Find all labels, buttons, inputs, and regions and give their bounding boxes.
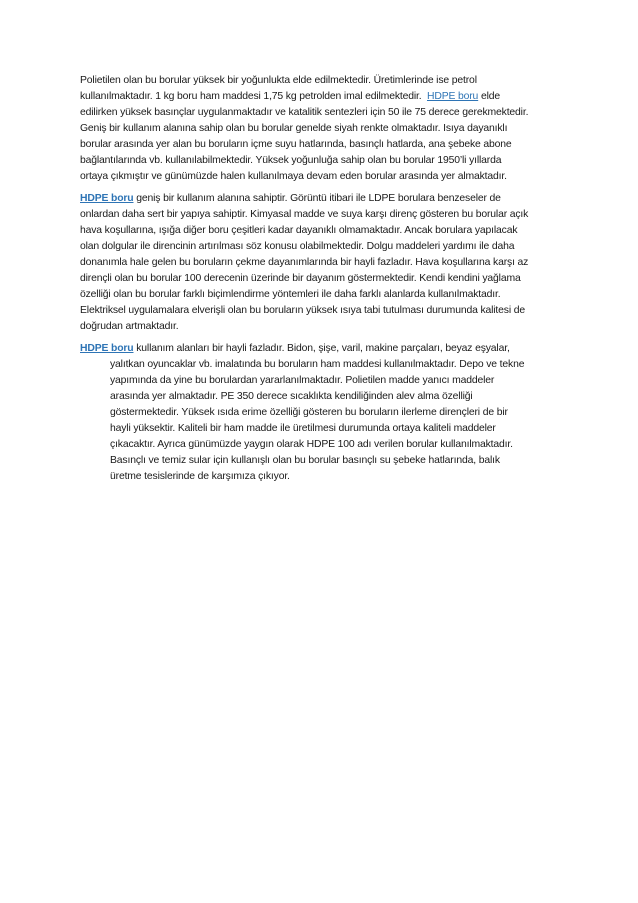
paragraph-1-line-4: Geniş bir kullanım alanına sahip olan bu borular genelde siyah renkte olmaktadır. Isıya dayanıklı — [80, 123, 508, 134]
paragraph-2-line-7: özelliği olan bu borular farklı biçimlendirme yöntemleri ile daha farklı alanlarda kullanılmaktadır. — [80, 289, 501, 300]
paragraph-2-line-6: dirençli olan bu borular 100 derecenin üzerinde bir dayanım göstermektedir. Kendi kendini yağlama — [80, 273, 521, 284]
paragraph-3-line-9: üretme tesislerinde de karşımıza çıkıyor. — [110, 471, 290, 482]
paragraph-2-line-3: hava koşullarına, ışığa diğer boru çeşitleri kadar dayanıklı olmamaktadır. Ancak borulara yapılacak — [80, 225, 518, 236]
paragraph-3-line-1-text: kullanım alanları bir hayli fazladır. Bidon, şişe, varil, makine parçaları, beyaz eşyalar, — [136, 343, 510, 354]
paragraph-2-line-9: doğrudan artmaktadır. — [80, 321, 179, 332]
paragraph-2-line-8: Elektriksel uygulamalara elverişli olan bu boruların yüksek ısıya tabi tutulması durumunda kalitesi de — [80, 305, 525, 316]
paragraph-2-line-1 — [80, 191, 560, 207]
hdpe-boru-link-1[interactable]: HDPE boru — [426, 91, 479, 102]
paragraph-1-line-3: edilirken yüksek basınçlar uygulanmaktadır ve katalitik sentezleri için 50 ile 75 derece gerekmektedir. — [80, 107, 529, 118]
paragraph-3-line-8: Basınçlı ve temiz sular için kullanışlı olan bu borular basınçlı su şebeke hatlarında, balık — [110, 455, 500, 466]
paragraph-3-line-4: arasında yer almaktadır. PE 350 derece sıcaklıkta kendiliğinden alev alma özelliği — [110, 391, 473, 402]
paragraph-3-line-6: hayli yüksektir. Kaliteli bir ham madde ile üretilmesi durumunda ortaya kaliteli maddeler — [110, 423, 496, 434]
paragraph-3-line-3: yapımında da yine bu borulardan yararlanılmaktadır. Polietilen madde yanıcı maddeler — [110, 375, 495, 386]
paragraph-1-line-2-text: kullanılmaktadır. 1 kg boru ham maddesi 1,75 kg petrolden imal edilmektedir. — [80, 91, 422, 102]
paragraph-1 — [80, 73, 560, 185]
paragraph-3-line-7: çıkacaktır. Ayrıca günümüzde yaygın olarak HDPE 100 adı verilen borular kullanılmaktadır. — [110, 439, 513, 450]
paragraph-2-line-2: onlardan daha sert bir yapıya sahiptir. Kimyasal madde ve suya karşı direnç gösteren bu borular açık — [80, 209, 529, 220]
paragraph-2-line-5: donanımla hale gelen bu boruların çekme dayanımlarında bir hayli fazladır. Hava koşullarına karşı az — [80, 257, 529, 268]
paragraph-3 — [80, 341, 560, 485]
hdpe-boru-link-3[interactable]: HDPE boru — [80, 343, 134, 354]
hdpe-boru-link-2[interactable]: HDPE boru — [80, 193, 134, 204]
paragraph-1-line-5: borular arasında yer alan bu boruların içme suyu hatlarında, basınçlı hatlarda, ana şebeke abone — [80, 139, 512, 150]
paragraph-3-line-2: yalıtkan oyuncaklar vb. imalatında bu boruların ham maddesi kullanılmaktadır. Depo ve tekne — [110, 359, 525, 370]
paragraph-2-line-4: olan dolgular ile direncinin artırılması söz konusu olabilmektedir. Dolgu maddeleri yardımı ile daha — [80, 241, 515, 252]
paragraph-3-line-1 — [80, 341, 560, 357]
paragraph-1-line-2-tail: elde — [480, 91, 500, 102]
paragraph-3-line-5: göstermektedir. Yüksek ısıda erime özelliği gösteren bu boruların ilerleme dirençleri de bir — [110, 407, 508, 418]
paragraph-2 — [80, 191, 560, 335]
paragraph-1-line-1: Polietilen olan bu borular yüksek bir yoğunlukta elde edilmektedir. Üretimlerinde ise petrol — [80, 75, 477, 86]
paragraph-2-line-1-text: geniş bir kullanım alanına sahiptir. Görüntü itibari ile LDPE borulara benzeseler de — [136, 193, 501, 204]
paragraph-1-line-7: ortaya çıkmıştır ve günümüzde halen kullanılmaya devam eden borular arasında yer almaktadır. — [80, 171, 507, 182]
paragraph-1-line-6: bağlantılarında vb. kullanılabilmektedir. Yüksek yoğunluğa sahip olan bu borular 1950’li yıllarda — [80, 155, 502, 166]
document-body — [80, 73, 560, 491]
paragraph-1-line-2 — [80, 89, 560, 105]
